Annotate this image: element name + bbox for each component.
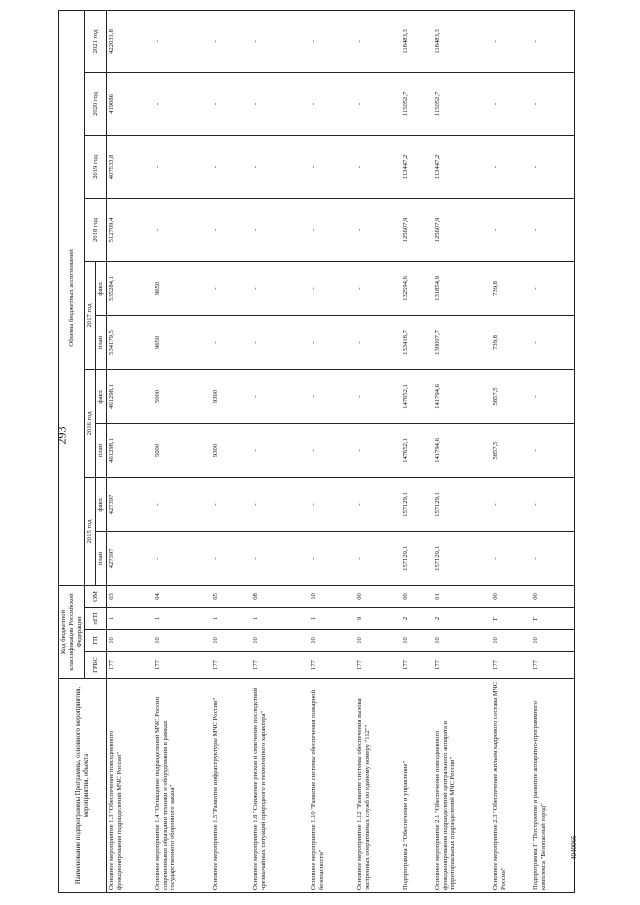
value-cell: 147652,1 — [401, 423, 433, 477]
value-cell: 147652,1 — [401, 369, 433, 423]
value-cell: 534179,5 — [107, 315, 153, 369]
row-om: 01 — [433, 585, 491, 607]
header-plan: план — [96, 423, 107, 477]
header-name: Наименование подпрограммы Программы, основного мероприятия, мероприятия, объекта — [59, 679, 107, 893]
value-cell: 535284,1 — [107, 261, 153, 315]
header-om: ОМ — [85, 585, 107, 607]
row-gp: 10 — [401, 630, 433, 652]
header-plan: план — [96, 531, 107, 585]
row-om: 00 — [491, 585, 531, 607]
value-cell: - — [309, 477, 355, 531]
value-cell: 115052,7 — [433, 72, 491, 135]
row-grbs: 177 — [355, 652, 401, 679]
value-cell: 407533,8 — [107, 135, 153, 198]
row-om: 00 — [531, 585, 575, 607]
value-cell: 125607,9 — [433, 198, 491, 261]
table-row — [153, 10, 211, 892]
value-cell: - — [211, 10, 251, 72]
row-om: 00 — [401, 585, 433, 607]
value-cell: - — [309, 369, 355, 423]
value-cell: 739,8 — [491, 261, 531, 315]
value-cell: - — [251, 10, 309, 72]
table-body — [107, 10, 575, 892]
header-year-2016: 2016 год — [85, 369, 96, 477]
row-gp: 10 — [309, 630, 355, 652]
value-cell: 132594,6 — [401, 261, 433, 315]
value-cell: - — [355, 531, 401, 585]
value-cell: - — [355, 135, 401, 198]
header-pgp: пГП — [85, 608, 107, 630]
row-grbs: 177 — [433, 652, 491, 679]
row-gp: 10 — [491, 630, 531, 652]
value-cell: - — [211, 135, 251, 198]
row-grbs: 177 — [211, 652, 251, 679]
header-year-2020: 2020 год — [85, 72, 107, 135]
row-name: Основное мероприятие 1.5"Развитие инфраструктуры МЧС России" — [211, 679, 251, 893]
value-cell: 422031,8 — [107, 10, 153, 72]
value-cell: - — [211, 198, 251, 261]
budget-allocation-table — [58, 10, 575, 893]
value-cell: - — [153, 477, 211, 531]
row-name: Основное мероприятие 1.3 "Обеспечение повседневного функционирования подразделений МЧС России" — [107, 679, 153, 893]
value-cell: - — [251, 477, 309, 531]
value-cell: 5857,5 — [491, 423, 531, 477]
value-cell: 131854,9 — [433, 261, 491, 315]
row-grbs: 177 — [107, 652, 153, 679]
header-year-2019: 2019 год — [85, 135, 107, 198]
value-cell: 141794,6 — [433, 369, 491, 423]
row-om: 08 — [251, 585, 309, 607]
value-cell: 5000 — [153, 369, 211, 423]
row-grbs: 177 — [309, 652, 355, 679]
value-cell: - — [531, 477, 575, 531]
value-cell: - — [491, 477, 531, 531]
row-name: Основное мероприятие 1.4 "Оснащение подразделений МЧС России современными образцами техники и оборудования в рамках государственного оборонного заказа" — [153, 679, 211, 893]
table-row — [531, 10, 575, 892]
value-cell: 113447,2 — [401, 135, 433, 198]
value-cell: - — [531, 423, 575, 477]
value-cell: - — [251, 72, 309, 135]
value-cell: - — [211, 261, 251, 315]
row-grbs: 177 — [153, 652, 211, 679]
row-pgp: 2 — [433, 608, 491, 630]
header-code-group: Код бюджетной классификации Российской Федерации — [59, 585, 85, 678]
row-om: 05 — [211, 585, 251, 607]
value-cell: 118483,3 — [401, 10, 433, 72]
header-year-2018: 2018 год — [85, 198, 107, 261]
header-fact: факт. — [96, 261, 107, 315]
header-year-2021: 2021 год — [85, 10, 107, 72]
row-name: Подпрограмма 2 "Обеспечение и управление" — [401, 679, 433, 893]
value-cell: 141794,6 — [433, 423, 491, 477]
row-gp: 10 — [531, 630, 575, 652]
value-cell: - — [309, 315, 355, 369]
value-cell: - — [531, 135, 575, 198]
row-name: Основное мероприятие 1.12 "Развитие системы обеспечения вызова экстренных оперативных служб по единому номеру "112"" — [355, 679, 401, 893]
row-pgp: 1 — [309, 608, 355, 630]
header-fact: факт. — [96, 369, 107, 423]
row-grbs: 177 — [531, 652, 575, 679]
value-cell: - — [491, 72, 531, 135]
document-code: 4040066 — [570, 835, 578, 860]
value-cell: - — [153, 72, 211, 135]
value-cell: 9300 — [211, 423, 251, 477]
value-cell: - — [211, 477, 251, 531]
value-cell: 461298,1 — [107, 423, 153, 477]
value-cell: 512709,4 — [107, 198, 153, 261]
row-pgp: Г — [531, 608, 575, 630]
row-om: 00 — [355, 585, 401, 607]
value-cell: - — [531, 198, 575, 261]
row-pgp: Г — [491, 608, 531, 630]
value-cell: - — [355, 315, 401, 369]
value-cell: - — [355, 477, 401, 531]
value-cell: 419086 — [107, 72, 153, 135]
value-cell: - — [309, 10, 355, 72]
value-cell: 9650 — [153, 315, 211, 369]
row-name: Подпрограмма Г "Построение и развитие аппаратно-программного комплекса "Безопасный город" — [531, 679, 575, 893]
table-row — [309, 10, 355, 892]
value-cell: - — [251, 261, 309, 315]
row-pgp: 2 — [401, 608, 433, 630]
table-row — [433, 10, 491, 892]
row-grbs: 177 — [491, 652, 531, 679]
value-cell: - — [251, 531, 309, 585]
row-gp: 10 — [107, 630, 153, 652]
value-cell: - — [251, 369, 309, 423]
value-cell: 5857,5 — [491, 369, 531, 423]
header-grbs: ГРБС — [85, 652, 107, 679]
header-year-2015: 2015 год — [85, 477, 96, 585]
value-cell: - — [153, 10, 211, 72]
value-cell: - — [251, 423, 309, 477]
row-om: 03 — [107, 585, 153, 607]
table-row — [491, 10, 531, 892]
row-grbs: 177 — [401, 652, 433, 679]
row-gp: 10 — [433, 630, 491, 652]
value-cell: 9300 — [211, 369, 251, 423]
row-name: Основное мероприятие 1.8 "Снижение рисков и смягчение последствий чрезвычайных ситуаций природного и техногенного характера" — [251, 679, 309, 893]
value-cell: - — [309, 261, 355, 315]
row-gp: 10 — [355, 630, 401, 652]
header-fact: факт. — [96, 477, 107, 531]
page-number: 293 — [54, 426, 69, 445]
value-cell: 157129,1 — [433, 531, 491, 585]
value-cell: 427397 — [107, 531, 153, 585]
row-om: 10 — [309, 585, 355, 607]
value-cell: - — [211, 72, 251, 135]
value-cell: - — [531, 531, 575, 585]
value-cell: 130007,7 — [433, 315, 491, 369]
value-cell: - — [491, 10, 531, 72]
table-row — [211, 10, 251, 892]
header-volume-group: Объемы бюджетных ассигнований — [59, 10, 85, 585]
row-name: Основное мероприятие 1.10 "Развитие системы обеспечения пожарной безопасности" — [309, 679, 355, 893]
rotated-table-container — [58, 11, 546, 893]
value-cell: - — [491, 198, 531, 261]
row-pgp: 1 — [153, 608, 211, 630]
value-cell: - — [531, 315, 575, 369]
value-cell: - — [309, 135, 355, 198]
value-cell: 133418,7 — [401, 315, 433, 369]
value-cell: - — [531, 10, 575, 72]
value-cell: 5000 — [153, 423, 211, 477]
value-cell: - — [355, 72, 401, 135]
header-year-2017: 2017 год — [85, 261, 96, 369]
row-name: Основное мероприятие 2.1 "Обеспечение повседневного функционирования подразделений центрального аппарата и территориальных подразделений МЧС России" — [433, 679, 491, 893]
value-cell: - — [531, 72, 575, 135]
value-cell: - — [355, 198, 401, 261]
value-cell: - — [309, 423, 355, 477]
row-pgp: 1 — [107, 608, 153, 630]
value-cell: 157129,1 — [433, 477, 491, 531]
header-plan: план — [96, 315, 107, 369]
value-cell: - — [153, 531, 211, 585]
value-cell: 739,8 — [491, 315, 531, 369]
value-cell: - — [211, 531, 251, 585]
value-cell: 461298,1 — [107, 369, 153, 423]
value-cell: - — [355, 369, 401, 423]
value-cell: - — [355, 10, 401, 72]
value-cell: - — [531, 369, 575, 423]
table-row — [107, 10, 153, 892]
value-cell: 9650 — [153, 261, 211, 315]
row-gp: 10 — [251, 630, 309, 652]
row-pgp: 1 — [251, 608, 309, 630]
row-pgp: 1 — [211, 608, 251, 630]
value-cell: - — [153, 135, 211, 198]
row-grbs: 177 — [251, 652, 309, 679]
row-gp: 10 — [211, 630, 251, 652]
value-cell: - — [211, 315, 251, 369]
row-name: Основное мероприятие 2.3 "Обеспечение жильем кадрового состава МЧС России" — [491, 679, 531, 893]
value-cell: 113447,2 — [433, 135, 491, 198]
value-cell: 118483,3 — [433, 10, 491, 72]
table-row — [355, 10, 401, 892]
value-cell: 125607,9 — [401, 198, 433, 261]
row-om: 04 — [153, 585, 211, 607]
value-cell: - — [251, 135, 309, 198]
value-cell: - — [309, 198, 355, 261]
row-gp: 10 — [153, 630, 211, 652]
value-cell: 157129,1 — [401, 477, 433, 531]
value-cell: 115052,7 — [401, 72, 433, 135]
value-cell: 157129,1 — [401, 531, 433, 585]
value-cell: - — [355, 423, 401, 477]
table-row — [251, 10, 309, 892]
value-cell: - — [491, 531, 531, 585]
value-cell: - — [153, 198, 211, 261]
value-cell: - — [251, 198, 309, 261]
row-pgp: 9 — [355, 608, 401, 630]
value-cell: - — [491, 135, 531, 198]
value-cell: - — [355, 261, 401, 315]
value-cell: - — [251, 315, 309, 369]
value-cell: - — [309, 72, 355, 135]
table-row — [401, 10, 433, 892]
header-gp: ГП — [85, 630, 107, 652]
value-cell: - — [309, 531, 355, 585]
value-cell: - — [531, 261, 575, 315]
value-cell: 427397 — [107, 477, 153, 531]
